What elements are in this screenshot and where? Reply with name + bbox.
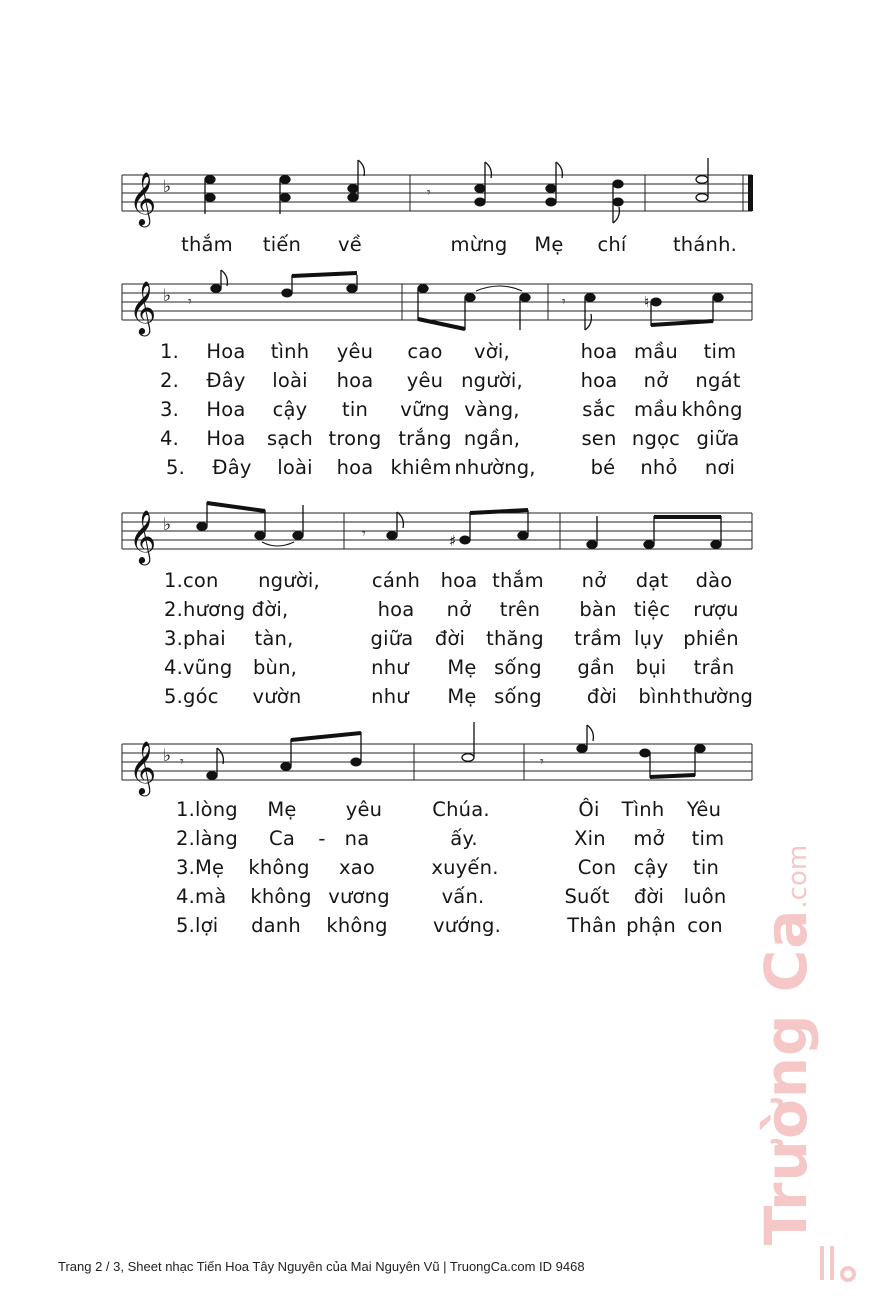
watermark-brand: Trường Ca	[752, 908, 820, 1246]
lyric-word: đời,	[251, 598, 289, 621]
lyric-word: vững	[400, 398, 450, 421]
svg-text:𝄞: 𝄞	[129, 740, 157, 794]
verse-number: 2.	[160, 369, 180, 392]
lyric-word: Mẹ	[447, 685, 477, 708]
lyric-word: xao	[338, 856, 376, 879]
lyric-word: tin	[692, 856, 720, 879]
lyric-word: Tình	[621, 798, 665, 821]
lyric-word: tim	[691, 827, 725, 850]
lyric-word: yêu	[345, 798, 383, 821]
lyric-line-verse-2	[0, 827, 875, 853]
lyric-word: Ca	[269, 827, 295, 850]
lyric-word: Ôi	[578, 798, 600, 821]
lyric-word: bùn,	[252, 656, 298, 679]
lyric-word: yêu	[406, 369, 444, 392]
lyric-word: 4.vũng	[164, 656, 233, 679]
lyric-word: xuyến.	[431, 856, 499, 879]
lyric-word: tiệc	[633, 598, 671, 621]
lyric-word: Đây	[206, 369, 246, 392]
lyric-word: yêu	[336, 340, 374, 363]
lyric-word: hoa	[336, 369, 374, 392]
lyric-word: dạt	[635, 569, 669, 592]
truongca-watermark	[752, 835, 832, 1255]
lyric-word: giữa	[696, 427, 740, 450]
lyric-word: hoa	[440, 569, 478, 592]
lyric-word: người,	[258, 569, 320, 592]
svg-text:𝄾: 𝄾	[427, 185, 431, 201]
lyric-word: phiền	[683, 627, 739, 650]
lyric-word: -	[318, 827, 326, 850]
lyric-word: trần	[693, 656, 735, 679]
verse-number: 1.	[160, 340, 180, 363]
lyric-word: 2.hương	[164, 598, 246, 621]
lyric-word: đời	[434, 627, 466, 650]
lyric-word: người,	[461, 369, 523, 392]
verse-number: 4.	[160, 427, 180, 450]
svg-text:♯: ♯	[449, 532, 457, 550]
lyric-word: ấy.	[450, 827, 478, 850]
lyric-word: mở	[633, 827, 665, 850]
lyric-word: nở	[446, 598, 472, 621]
lyric-word: tim	[703, 340, 737, 363]
lyric-word: không	[250, 885, 312, 908]
lyric-word: khiêm	[390, 456, 452, 479]
lyric-word: bụi	[635, 656, 667, 679]
lyric-word: luôn	[683, 885, 727, 908]
lyric-word: hoa	[377, 598, 415, 621]
lyric-word: không	[248, 856, 310, 879]
lyric-word: hoa	[580, 369, 618, 392]
page-footer: Trang 2 / 3, Sheet nhạc Tiến Hoa Tây Nguyên của Mai Nguyên Vũ | TruongCa.com ID 9468	[58, 1259, 585, 1274]
lyric-word: 1.con	[164, 569, 219, 592]
lyric-word: trên	[499, 598, 541, 621]
lyric-word: đời	[586, 685, 618, 708]
lyric-word: vàng,	[464, 398, 520, 421]
lyric-word: 2.làng	[176, 827, 238, 850]
lyric-word: cánh	[371, 569, 421, 592]
verse-number: 3.	[160, 398, 180, 421]
svg-text:𝄾: 𝄾	[362, 526, 366, 542]
lyric-word: nơi	[704, 456, 736, 479]
svg-text:♭: ♭	[163, 286, 172, 306]
lyric-word: 5.lợi	[176, 914, 219, 937]
lyric-word: loài	[277, 456, 313, 479]
lyric-word: lụy	[634, 627, 664, 650]
lyric-word: ngọc	[631, 427, 681, 450]
lyric-word: rượu	[693, 598, 739, 621]
lyric-word: sống	[494, 685, 542, 708]
svg-text:𝄞: 𝄞	[129, 509, 157, 563]
svg-text:♭: ♭	[163, 746, 172, 766]
lyric-word: sắc	[582, 398, 616, 421]
microphone-icon	[818, 1240, 858, 1284]
lyric-line-verse-4	[0, 885, 875, 911]
lyric-word: Suốt	[564, 885, 610, 908]
lyric-word: ngát	[695, 369, 741, 392]
svg-text:𝄾: 𝄾	[188, 294, 192, 310]
lyric-word: cậy	[272, 398, 308, 421]
lyric-word: mầu	[634, 398, 678, 421]
lyric-word: tin	[341, 398, 369, 421]
lyric-line-verse-1	[0, 798, 875, 824]
lyric-word: con	[687, 914, 723, 937]
lyric-word: tình	[270, 340, 310, 363]
svg-text:𝄞: 𝄞	[129, 280, 157, 334]
lyric-word: trầm	[574, 627, 622, 650]
svg-text:𝄾: 𝄾	[540, 754, 544, 770]
lyric-word: nhỏ	[640, 456, 678, 479]
lyric-word: cậy	[633, 856, 669, 879]
lyric-word: vương	[328, 885, 390, 908]
lyric-word: dào	[695, 569, 733, 592]
lyric-word: Đây	[212, 456, 252, 479]
lyric-word: hoa	[336, 456, 374, 479]
lyric-word: ngần,	[463, 427, 521, 450]
lyric-word: Mẹ	[267, 798, 297, 821]
lyric-word: Mẹ	[534, 233, 564, 256]
lyric-word: danh	[251, 914, 301, 937]
lyric-word: loài	[272, 369, 308, 392]
lyric-word: chí	[597, 233, 627, 256]
lyric-word: hoa	[580, 340, 618, 363]
lyric-word: Xin	[574, 827, 606, 850]
lyric-word: sạch	[267, 427, 313, 450]
lyric-word: thắm	[492, 569, 544, 592]
lyric-word: giữa	[370, 627, 414, 650]
lyric-word: như	[371, 656, 409, 679]
lyric-word: Thân	[567, 914, 617, 937]
lyric-word: về	[338, 233, 362, 256]
lyric-word: bé	[590, 456, 616, 479]
lyric-word: như	[371, 685, 409, 708]
lyric-word: Hoa	[206, 427, 246, 450]
svg-text:𝄾: 𝄾	[180, 754, 184, 770]
svg-text:♭: ♭	[163, 177, 172, 197]
lyric-word: 1.lòng	[176, 798, 238, 821]
lyric-word: sen	[581, 427, 617, 450]
lyric-word: trắng	[398, 427, 452, 450]
lyric-word: tiến	[262, 233, 302, 256]
lyric-word: nhường,	[454, 456, 536, 479]
lyric-word: thăng	[486, 627, 544, 650]
lyric-line-verse-3	[0, 856, 875, 882]
lyric-word: phận	[626, 914, 676, 937]
lyric-word: Yêu	[686, 798, 722, 821]
lyric-word: Chúa.	[432, 798, 490, 821]
watermark-domain: .com	[783, 844, 813, 909]
lyric-word: vườn	[252, 685, 302, 708]
lyric-word: 3.phai	[164, 627, 226, 650]
lyric-word: vướng.	[433, 914, 501, 937]
lyric-word: thường	[682, 685, 754, 708]
lyric-word: bàn	[579, 598, 617, 621]
lyric-word: Mẹ	[447, 656, 477, 679]
lyric-word: mừng	[450, 233, 508, 256]
lyric-word: không	[681, 398, 743, 421]
svg-text:♮: ♮	[644, 293, 650, 311]
lyric-word: mầu	[634, 340, 678, 363]
lyric-word: nở	[581, 569, 607, 592]
lyric-word: bình	[638, 685, 682, 708]
lyric-word: nở	[643, 369, 669, 392]
lyric-word: Con	[577, 856, 617, 879]
svg-text:𝄞: 𝄞	[129, 171, 157, 225]
svg-text:𝄾: 𝄾	[562, 294, 566, 310]
verse-number: 5.	[166, 456, 186, 479]
lyric-word: 3.Mẹ	[176, 856, 225, 879]
lyric-word: sống	[494, 656, 542, 679]
lyric-word: thánh.	[672, 233, 738, 256]
lyric-word: trong	[328, 427, 382, 450]
lyric-word: thắm	[181, 233, 233, 256]
lyric-word: 4.mà	[176, 885, 227, 908]
lyric-word: 5.góc	[164, 685, 219, 708]
svg-text:♭: ♭	[163, 515, 172, 535]
lyric-word: không	[326, 914, 388, 937]
lyric-word: tàn,	[254, 627, 294, 650]
lyric-word: vời,	[474, 340, 510, 363]
lyric-word: Hoa	[206, 398, 246, 421]
lyric-line-verse-5	[0, 914, 875, 940]
lyric-word: cao	[407, 340, 443, 363]
lyric-word: đời	[633, 885, 665, 908]
lyric-word: na	[344, 827, 370, 850]
lyric-word: vấn.	[441, 885, 485, 908]
lyric-word: Hoa	[206, 340, 246, 363]
lyric-word: gần	[577, 656, 615, 679]
